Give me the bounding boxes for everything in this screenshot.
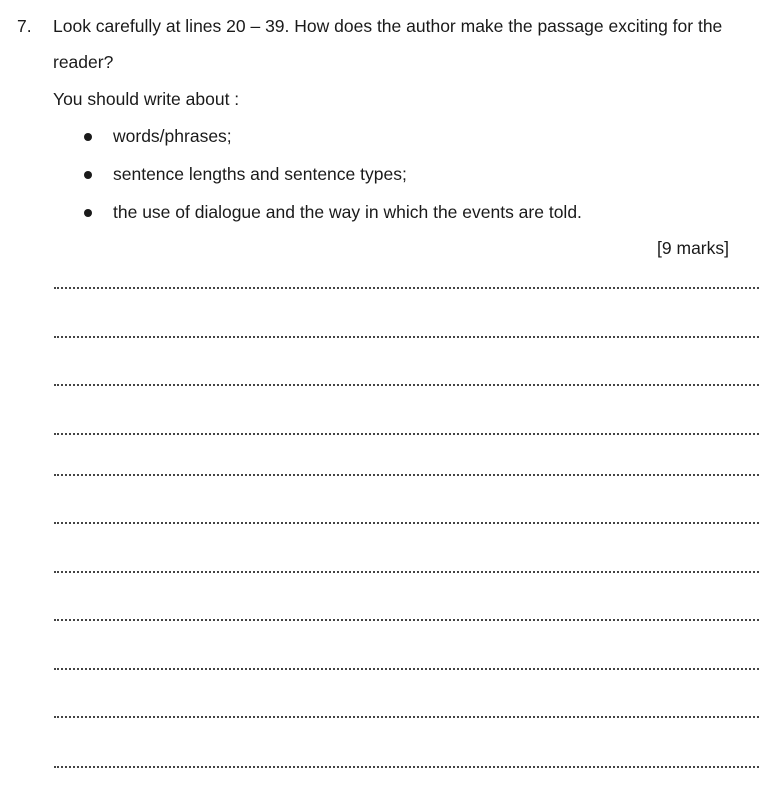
answer-line[interactable] <box>54 336 759 338</box>
bullet-dot-icon <box>84 209 92 217</box>
answer-line[interactable] <box>54 433 759 435</box>
question-text-line-1: Look carefully at lines 20 – 39. How does the author make the passage exciting for the <box>53 16 723 36</box>
answer-line[interactable] <box>54 384 759 386</box>
answer-line[interactable] <box>54 571 759 573</box>
answer-line[interactable] <box>54 619 759 621</box>
answer-line[interactable] <box>54 716 759 718</box>
answer-line[interactable] <box>54 474 759 476</box>
answer-line[interactable] <box>54 766 759 768</box>
bullet-item-text: words/phrases; <box>113 126 232 146</box>
answer-line[interactable] <box>54 522 759 524</box>
question-text-line-2: reader? <box>53 52 114 72</box>
bullet-dot-icon <box>84 171 92 179</box>
answer-line[interactable] <box>54 668 759 670</box>
marks-label: [9 marks] <box>657 238 729 258</box>
bullet-item-text: sentence lengths and sentence types; <box>113 164 407 184</box>
answer-line[interactable] <box>54 287 759 289</box>
instruction-text: You should write about : <box>53 89 240 109</box>
bullet-dot-icon <box>84 133 92 141</box>
question-number: 7. <box>17 16 32 36</box>
bullet-item-text: the use of dialogue and the way in which the events are told. <box>113 202 582 222</box>
